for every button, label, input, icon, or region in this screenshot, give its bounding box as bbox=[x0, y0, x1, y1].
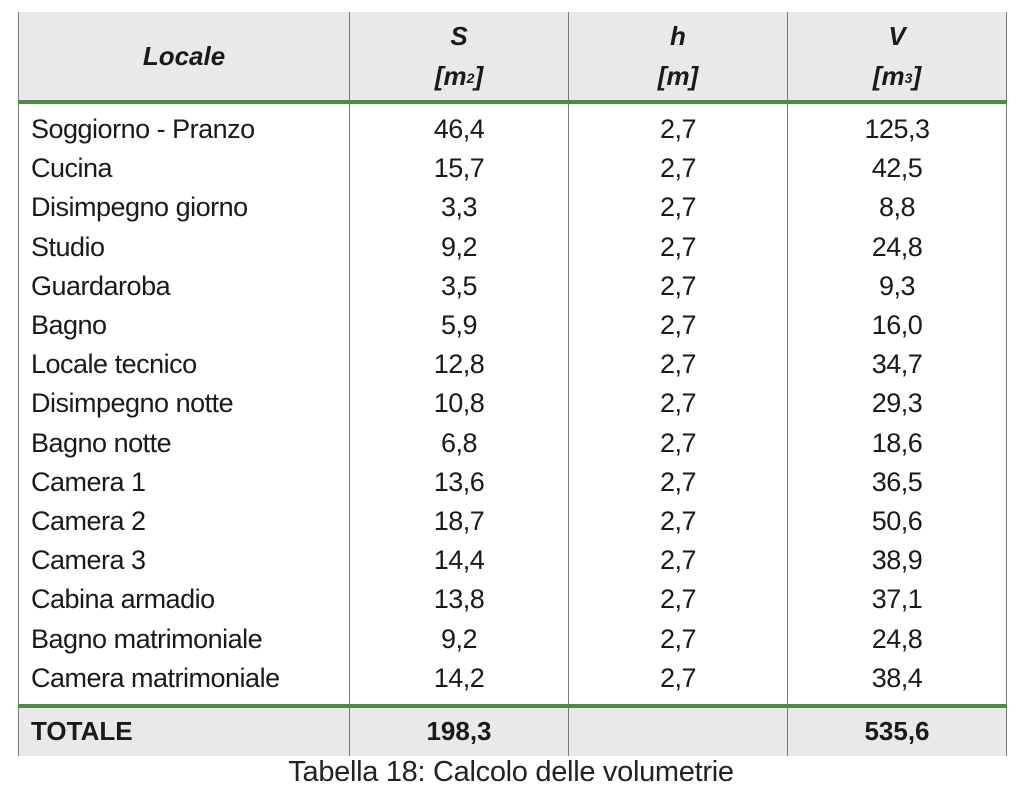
cell-surface: 6,8 bbox=[350, 424, 569, 463]
cell-surface: 5,9 bbox=[350, 306, 569, 345]
header-v-unit bbox=[788, 56, 1006, 96]
table-row bbox=[19, 149, 1007, 188]
cell-volume: 42,5 bbox=[788, 149, 1007, 188]
cell-volume: 50,6 bbox=[788, 502, 1007, 541]
volume-table bbox=[18, 12, 1007, 756]
table-body bbox=[19, 102, 1007, 706]
header-s bbox=[350, 12, 569, 102]
header-v bbox=[788, 12, 1007, 102]
cell-height: 2,7 bbox=[569, 149, 788, 188]
header-s-unit-base: [m bbox=[434, 61, 467, 91]
cell-surface: 15,7 bbox=[350, 149, 569, 188]
cell-locale: Cabina armadio bbox=[19, 580, 350, 619]
cell-volume: 24,8 bbox=[788, 228, 1007, 267]
cell-volume: 9,3 bbox=[788, 267, 1007, 306]
cell-locale: Disimpegno notte bbox=[19, 384, 350, 423]
header-h-symbol: h bbox=[670, 21, 686, 51]
header-h bbox=[569, 12, 788, 102]
table-row bbox=[19, 619, 1007, 658]
table-footer bbox=[19, 706, 1007, 756]
cell-locale: Camera 2 bbox=[19, 502, 350, 541]
cell-surface: 13,8 bbox=[350, 580, 569, 619]
cell-surface: 3,3 bbox=[350, 188, 569, 227]
cell-volume: 38,4 bbox=[788, 659, 1007, 706]
table-row bbox=[19, 424, 1007, 463]
table-header bbox=[19, 12, 1007, 102]
cell-height: 2,7 bbox=[569, 502, 788, 541]
header-locale bbox=[19, 12, 350, 102]
cell-volume: 16,0 bbox=[788, 306, 1007, 345]
cell-locale: Soggiorno - Pranzo bbox=[19, 102, 350, 149]
cell-height: 2,7 bbox=[569, 580, 788, 619]
table-row bbox=[19, 188, 1007, 227]
header-v-unit-end: ] bbox=[912, 61, 922, 91]
cell-height: 2,7 bbox=[569, 541, 788, 580]
cell-locale: Camera 1 bbox=[19, 463, 350, 502]
header-s-unit-exp: 2 bbox=[466, 70, 475, 86]
cell-height: 2,7 bbox=[569, 463, 788, 502]
cell-height: 2,7 bbox=[569, 659, 788, 706]
cell-height: 2,7 bbox=[569, 267, 788, 306]
cell-locale: Locale tecnico bbox=[19, 345, 350, 384]
cell-surface: 10,8 bbox=[350, 384, 569, 423]
cell-locale: Guardaroba bbox=[19, 267, 350, 306]
cell-volume: 8,8 bbox=[788, 188, 1007, 227]
header-s-unit bbox=[350, 56, 568, 96]
cell-volume: 125,3 bbox=[788, 102, 1007, 149]
header-locale-label: Locale bbox=[142, 41, 226, 71]
cell-volume: 34,7 bbox=[788, 345, 1007, 384]
cell-volume: 38,9 bbox=[788, 541, 1007, 580]
cell-locale: Disimpegno giorno bbox=[19, 188, 350, 227]
cell-volume: 18,6 bbox=[788, 424, 1007, 463]
total-row bbox=[19, 706, 1007, 756]
cell-locale: Studio bbox=[19, 228, 350, 267]
cell-surface: 14,2 bbox=[350, 659, 569, 706]
cell-locale: Bagno notte bbox=[19, 424, 350, 463]
total-s: 198,3 bbox=[350, 706, 569, 756]
header-v-symbol: V bbox=[888, 21, 906, 51]
cell-locale: Bagno matrimoniale bbox=[19, 619, 350, 658]
table-row bbox=[19, 541, 1007, 580]
total-h bbox=[569, 706, 788, 756]
cell-volume: 36,5 bbox=[788, 463, 1007, 502]
cell-locale: Cucina bbox=[19, 149, 350, 188]
cell-locale: Camera 3 bbox=[19, 541, 350, 580]
table-row bbox=[19, 384, 1007, 423]
table-row bbox=[19, 502, 1007, 541]
volume-table-container bbox=[18, 12, 1006, 756]
cell-surface: 14,4 bbox=[350, 541, 569, 580]
cell-surface: 9,2 bbox=[350, 619, 569, 658]
cell-surface: 46,4 bbox=[350, 102, 569, 149]
table-row bbox=[19, 102, 1007, 149]
header-v-unit-exp: 3 bbox=[904, 70, 913, 86]
cell-height: 2,7 bbox=[569, 619, 788, 658]
table-row bbox=[19, 267, 1007, 306]
cell-surface: 12,8 bbox=[350, 345, 569, 384]
header-v-unit-base: [m bbox=[872, 61, 905, 91]
cell-height: 2,7 bbox=[569, 424, 788, 463]
cell-height: 2,7 bbox=[569, 188, 788, 227]
cell-volume: 37,1 bbox=[788, 580, 1007, 619]
table-row bbox=[19, 345, 1007, 384]
table-row bbox=[19, 659, 1007, 706]
total-v: 535,6 bbox=[788, 706, 1007, 756]
table-row bbox=[19, 463, 1007, 502]
cell-height: 2,7 bbox=[569, 306, 788, 345]
cell-locale: Bagno bbox=[19, 306, 350, 345]
table-row bbox=[19, 306, 1007, 345]
cell-volume: 29,3 bbox=[788, 384, 1007, 423]
table-caption: Tabella 18: Calcolo delle volumetrie bbox=[288, 756, 734, 788]
cell-height: 2,7 bbox=[569, 345, 788, 384]
cell-surface: 18,7 bbox=[350, 502, 569, 541]
cell-height: 2,7 bbox=[569, 102, 788, 149]
cell-surface: 9,2 bbox=[350, 228, 569, 267]
header-s-unit-end: ] bbox=[474, 61, 484, 91]
table-row bbox=[19, 580, 1007, 619]
cell-volume: 24,8 bbox=[788, 619, 1007, 658]
cell-height: 2,7 bbox=[569, 228, 788, 267]
total-label: TOTALE bbox=[19, 706, 350, 756]
header-h-unit: [m] bbox=[657, 61, 699, 91]
cell-surface: 3,5 bbox=[350, 267, 569, 306]
header-s-symbol: S bbox=[450, 21, 468, 51]
cell-locale: Camera matrimoniale bbox=[19, 659, 350, 706]
header-row bbox=[19, 12, 1007, 102]
table-row bbox=[19, 228, 1007, 267]
cell-surface: 13,6 bbox=[350, 463, 569, 502]
cell-height: 2,7 bbox=[569, 384, 788, 423]
